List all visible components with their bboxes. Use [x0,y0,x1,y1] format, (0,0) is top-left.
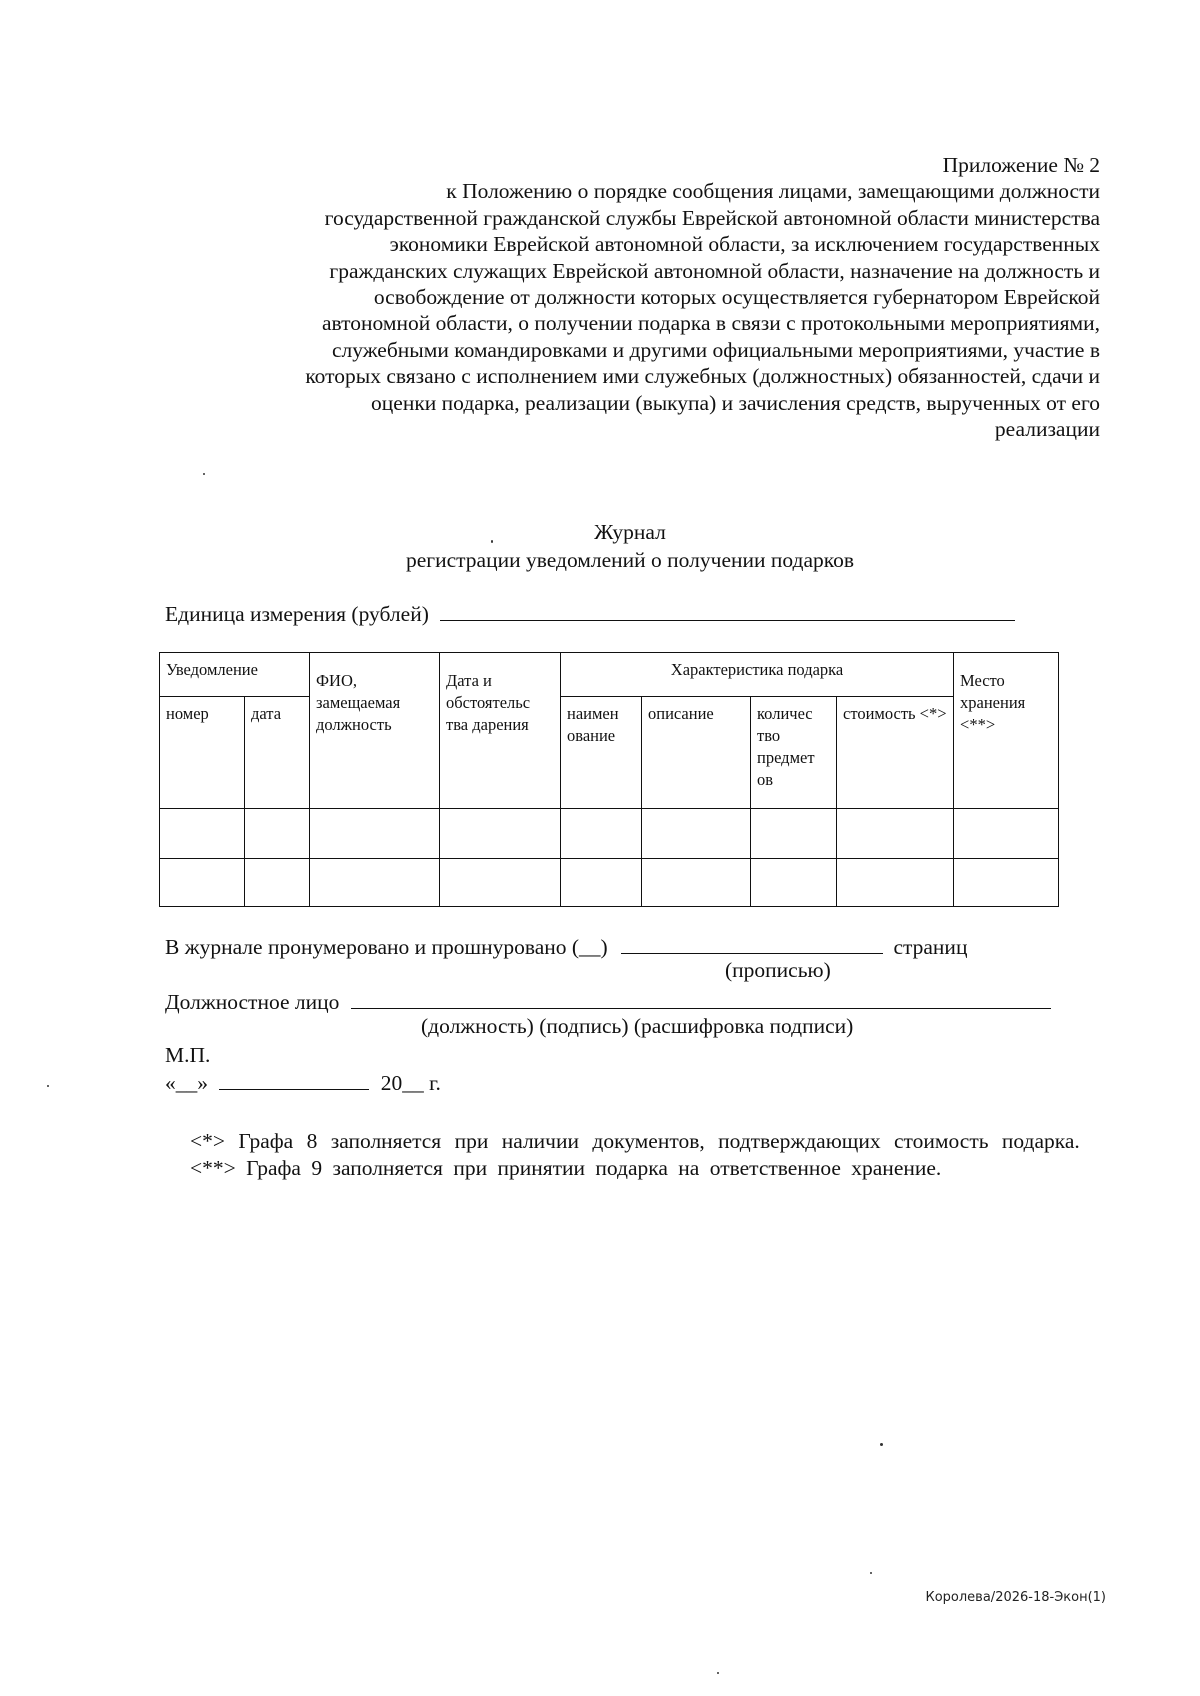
appendix-line: служебными командировками и другими официальными мероприятиями, участие в [332,337,1100,362]
table-cell [642,859,751,907]
table-cell [440,809,561,859]
header-name: наимен ование [561,697,642,809]
scan-speck [870,1572,872,1574]
header-date: дата [245,697,310,809]
table-cell [751,859,837,907]
table-row [160,809,1059,859]
table-cell [954,809,1059,859]
pages-caption: (прописью) [725,958,831,982]
table-cell [440,859,561,907]
table-cell [310,809,440,859]
unit-of-measure [165,600,1015,627]
table-row [160,859,1059,907]
official-line [165,988,1051,1016]
footnote-storage: <**> Графа 9 заполняется при принятии подарка на ответственное хранение. [190,1156,942,1180]
table-cell [310,859,440,907]
header-number: номер [160,697,245,809]
header-notification: Уведомление [160,653,310,697]
table-cell [642,809,751,859]
scan-speck [47,1085,49,1087]
date-month-blank [219,1069,369,1090]
table-cell [245,859,310,907]
appendix-header [200,152,1100,442]
journal-title-line1: Журнал [594,520,666,544]
appendix-line: государственной гражданской службы Еврейской автономной области министерства [324,205,1100,230]
header-description: описание [642,697,751,809]
unit-label: Единица измерения (рублей) [165,602,429,626]
official-label: Должностное лицо [165,990,340,1014]
file-code: Королева/2026-18-Экон(1) [925,1590,1106,1605]
date-day: «__» [165,1071,208,1095]
appendix-line: освобождение от должности которых осуществляется губернатором Еврейской [373,285,1100,310]
unit-blank-line [440,600,1015,621]
header-gift-date: Дата и обстоятельс тва дарения [440,653,561,809]
appendix-line: которых связано с исполнением ими служебных (должностных) обязанностей, сдачи и [305,364,1100,389]
table-cell [245,809,310,859]
table-cell [751,809,837,859]
table-cell [837,809,954,859]
footnote-cost: <*> Графа 8 заполняется при наличии документов, подтверждающих стоимость подарка. [190,1129,1080,1153]
table-cell [160,809,245,859]
pages-blank-line [621,933,883,954]
gift-journal-table [159,652,1059,907]
header-gift-characteristics: Характеристика подарка [561,653,954,697]
pages-suffix: страниц [893,935,968,959]
header-storage: Место хранения <**> [954,653,1059,809]
appendix-line: к Положению о порядке сообщения лицами, замещающими должности [446,179,1100,204]
pages-count-line [165,933,967,961]
appendix-line: Приложение № 2 [942,153,1100,177]
appendix-line: гражданских служащих Еврейской автономной области, назначение на должность и [329,258,1100,283]
header-fio: ФИО, замещаемая должность [310,653,440,809]
official-blank-line [351,988,1051,1009]
date-line [165,1069,441,1097]
appendix-line: экономики Еврейской автономной области, за исключением государственных [389,232,1100,257]
table-cell [561,809,642,859]
table-cell [954,859,1059,907]
table-cell [160,859,245,907]
journal-title-line2: регистрации уведомлений о получении подарков [405,548,855,572]
pages-count-label: В журнале пронумеровано и прошнуровано (__) [165,935,608,959]
date-year: 20__ г. [380,1071,441,1095]
appendix-line: реализации [994,417,1100,442]
scan-speck [880,1443,883,1446]
table-cell [837,859,954,907]
appendix-line: оценки подарка, реализации (выкупа) и зачисления средств, вырученных от его [371,390,1100,415]
header-quantity: количес тво предмет ов [751,697,837,809]
scan-speck [491,540,493,543]
footnotes [165,1128,1100,1182]
journal-title [0,518,1200,574]
scan-speck [717,1672,719,1674]
official-caption: (должность) (подпись) (расшифровка подписи) [421,1014,854,1038]
scan-speck [203,473,205,475]
stamp-mark: М.П. [165,1043,211,1067]
table-cell [561,859,642,907]
header-cost: стоимость <*> [837,697,954,809]
appendix-line: автономной области, о получении подарка в связи с протокольными мероприятиями, [321,311,1100,336]
